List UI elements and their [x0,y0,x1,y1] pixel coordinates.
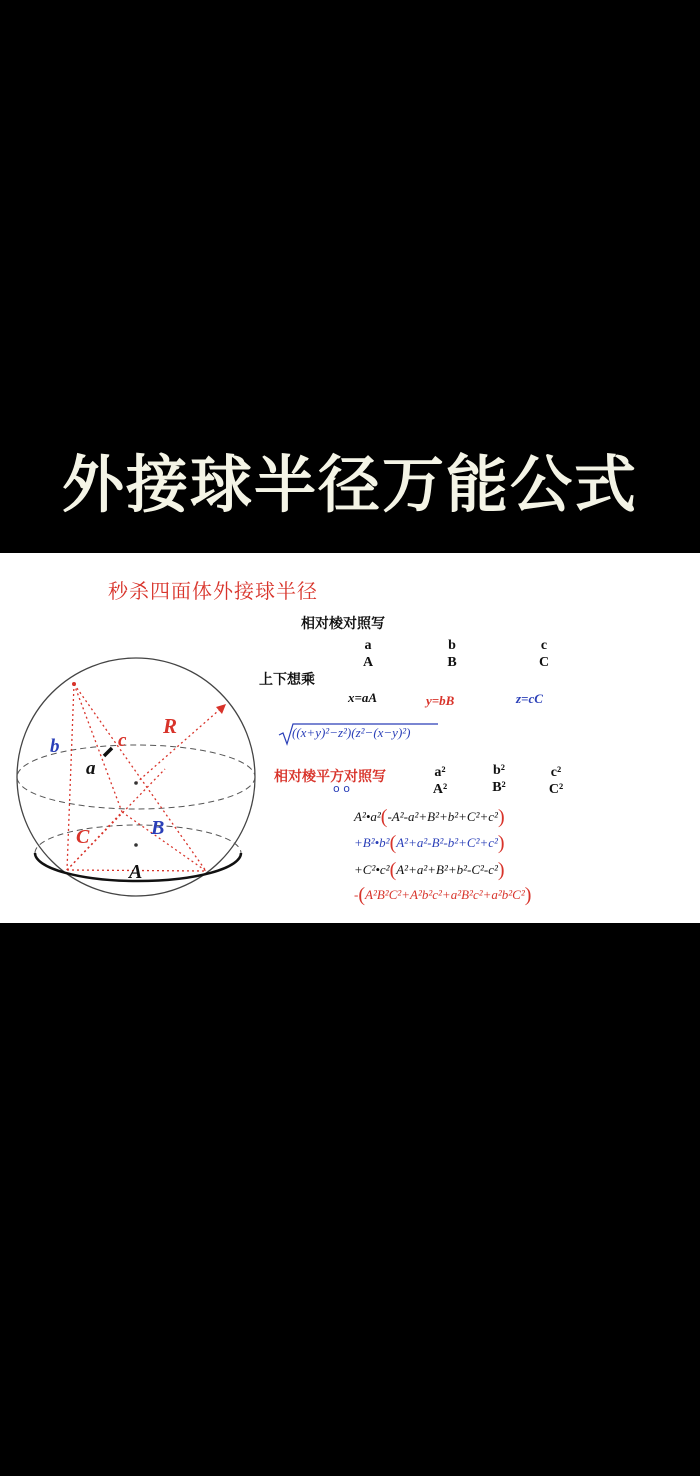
product-z: z=cC [516,691,543,706]
formula-line-4: -(A²B²C²+A²b²c²+a²B²c²+a²b²C²) [354,884,532,906]
step-opposite-edges: 相对棱对照写 [301,617,385,632]
product-x: x=aA [348,690,378,705]
square-top: c² [550,765,562,780]
label-A: A [129,861,143,883]
square-bottom: C² [548,782,564,797]
pair-top: c [540,638,548,653]
square-bottom: B² [492,780,506,795]
label-R: R [163,714,178,738]
pair-top: b [448,638,456,653]
video-title: 外接球半径万能公式 [61,448,638,521]
formula-line-2: +B²•b²(A²+a²-B²-b²+C²+c²) [354,832,505,854]
step-squares: 相对棱平方对照写 [274,770,386,785]
pair-bottom: B [447,655,457,670]
square-bottom: A² [432,782,448,797]
slide-panel [0,553,700,923]
formula-line-1: A²•a²(-A²-a²+B²+b²+C²+c²) [354,806,505,828]
label-b: b [50,736,60,757]
root-expression: ((x+y)²−z²)(z²−(x−y)²) [292,725,411,740]
square-top: a² [434,765,446,780]
step-multiply: 上下想乘 [259,673,315,688]
label-a: a [86,758,96,779]
slide-title: 秒杀四面体外接球半径 [108,581,318,603]
handwritten-mark: o o [333,782,350,795]
product-y: y=bB [426,693,455,708]
label-C: C [76,826,90,848]
formula-line-3: +C²•c²(A²+a²+B²+b²-C²-c²) [354,859,505,881]
square-top: b² [493,763,505,778]
pair-top: a [364,638,372,653]
label-B: B [151,817,165,839]
pair-bottom: A [362,655,374,670]
pair-bottom: C [538,655,550,670]
label-c: c [118,730,127,751]
